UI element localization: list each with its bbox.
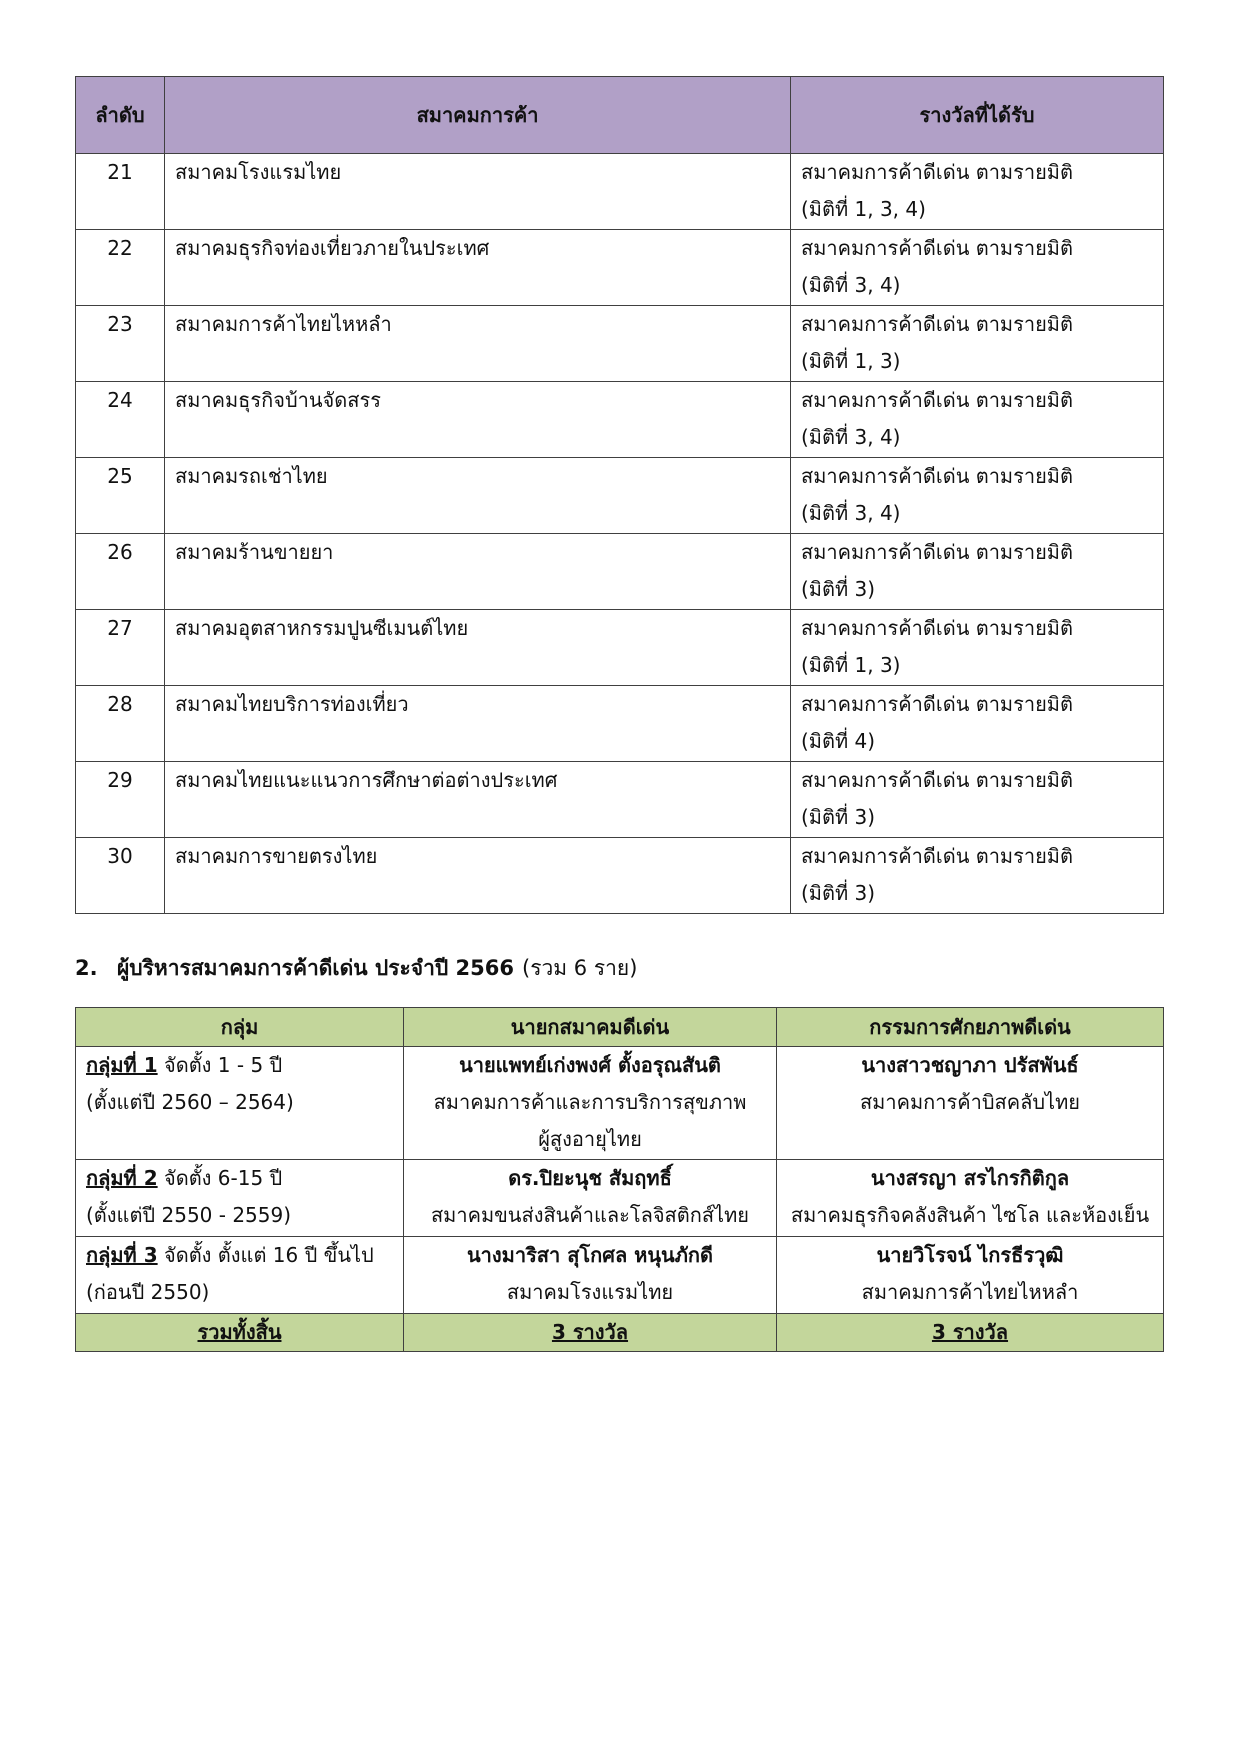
award-dimensions: (มิติที่ 3, 4) [801,425,901,449]
section-number: 2. [75,956,98,980]
award-text: สมาคมการค้าดีเด่น ตามรายมิติ [801,540,1073,564]
group-cell [76,1160,404,1237]
award-cell [791,838,1164,914]
award-cell [791,534,1164,610]
awards-table-header [76,77,1164,154]
executives-table-header [76,1008,1164,1047]
section-count: (รวม 6 ราย) [522,956,638,980]
table-row [76,306,1164,382]
award-dimensions: (มิติที่ 3, 4) [801,273,901,297]
award-text: สมาคมการค้าดีเด่น ตามรายมิติ [801,236,1073,260]
award-text: สมาคมการค้าดีเด่น ตามรายมิติ [801,464,1073,488]
award-cell [791,686,1164,762]
group-description: จัดตั้ง 1 - 5 ปี [157,1053,283,1077]
group-label: กลุ่มที่ 2 [86,1166,158,1190]
table-row [76,154,1164,230]
committee-org: สมาคมการค้าไทยไหหลำ [861,1280,1079,1304]
award-text: สมาคมการค้าดีเด่น ตามรายมิติ [801,616,1073,640]
executives-table [75,1007,1164,1352]
committee-cell [777,1047,1164,1160]
award-dimensions: (มิติที่ 1, 3) [801,349,901,373]
table-row [76,1237,1164,1314]
award-dimensions: (มิติที่ 3, 4) [801,501,901,525]
table-row [76,686,1164,762]
award-dimensions: (มิติที่ 3) [801,577,876,601]
president-cell [404,1237,777,1314]
association-name: สมาคมธุรกิจบ้านจัดสรร [165,382,791,458]
committee-cell [777,1237,1164,1314]
group-years: (ก่อนปี 2550) [86,1280,210,1304]
association-name: สมาคมอุตสาหกรรมปูนซีเมนต์ไทย [165,610,791,686]
president-name: นายแพทย์เก่งพงศ์ ตั้งอรุณสันติ [459,1053,721,1077]
award-cell [791,382,1164,458]
award-cell [791,154,1164,230]
president-org: สมาคมโรงแรมไทย [506,1280,674,1304]
association-name: สมาคมไทยบริการท่องเที่ยว [165,686,791,762]
header-president: นายกสมาคมดีเด่น [404,1008,777,1047]
row-number: 21 [76,154,165,230]
awards-table [75,76,1164,914]
group-label: กลุ่มที่ 1 [86,1053,158,1077]
association-name: สมาคมโรงแรมไทย [165,154,791,230]
award-text: สมาคมการค้าดีเด่น ตามรายมิติ [801,768,1073,792]
table-row [76,382,1164,458]
award-dimensions: (มิติที่ 3) [801,805,876,829]
total-row [76,1314,1164,1352]
row-number: 23 [76,306,165,382]
section-title: ผู้บริหารสมาคมการค้าดีเด่น ประจำปี 2566 [117,956,514,980]
header-association: สมาคมการค้า [165,77,791,154]
president-cell [404,1160,777,1237]
table-row [76,610,1164,686]
president-name: ดร.ปิยะนุช สัมฤทธิ์ [508,1166,672,1190]
section-heading [75,950,637,986]
association-name: สมาคมร้านขายยา [165,534,791,610]
table-row [76,458,1164,534]
committee-name: นางสรญา สรไกรกิติกูล [870,1166,1070,1190]
award-cell [791,762,1164,838]
header-group: กลุ่ม [76,1008,404,1047]
group-cell [76,1047,404,1160]
committee-cell [777,1160,1164,1237]
association-name: สมาคมธุรกิจท่องเที่ยวภายในประเทศ [165,230,791,306]
award-text: สมาคมการค้าดีเด่น ตามรายมิติ [801,844,1073,868]
award-dimensions: (มิติที่ 3) [801,881,876,905]
table-row [76,1160,1164,1237]
award-cell [791,610,1164,686]
award-cell [791,306,1164,382]
association-name: สมาคมการขายตรงไทย [165,838,791,914]
group-cell [76,1237,404,1314]
committee-name: นายวิโรจน์ ไกรธีรวุฒิ [876,1243,1064,1267]
president-org: สมาคมการค้าและการบริการสุขภาพผู้สูงอายุไทย [433,1090,747,1151]
table-row [76,534,1164,610]
row-number: 22 [76,230,165,306]
total-president: 3 รางวัล [404,1314,777,1352]
table-row [76,838,1164,914]
header-award: รางวัลที่ได้รับ [791,77,1164,154]
row-number: 26 [76,534,165,610]
group-description: จัดตั้ง ตั้งแต่ 16 ปี ขึ้นไป [157,1243,374,1267]
table-row [76,762,1164,838]
award-text: สมาคมการค้าดีเด่น ตามรายมิติ [801,692,1073,716]
total-committee: 3 รางวัล [777,1314,1164,1352]
association-name: สมาคมรถเช่าไทย [165,458,791,534]
award-cell [791,230,1164,306]
committee-name: นางสาวชญาภา ปรัสพันธ์ [861,1053,1079,1077]
header-no: ลำดับ [76,77,165,154]
table-row [76,230,1164,306]
committee-org: สมาคมการค้าบิสคลับไทย [859,1090,1081,1114]
header-committee: กรรมการศักยภาพดีเด่น [777,1008,1164,1047]
total-label: รวมทั้งสิ้น [76,1314,404,1352]
row-number: 24 [76,382,165,458]
group-years: (ตั้งแต่ปี 2560 – 2564) [86,1090,294,1114]
president-cell [404,1047,777,1160]
table-row [76,1047,1164,1160]
award-cell [791,458,1164,534]
award-text: สมาคมการค้าดีเด่น ตามรายมิติ [801,312,1073,336]
award-dimensions: (มิติที่ 1, 3, 4) [801,197,926,221]
group-description: จัดตั้ง 6-15 ปี [157,1166,283,1190]
row-number: 25 [76,458,165,534]
row-number: 27 [76,610,165,686]
row-number: 28 [76,686,165,762]
award-dimensions: (มิติที่ 4) [801,729,876,753]
award-text: สมาคมการค้าดีเด่น ตามรายมิติ [801,388,1073,412]
row-number: 29 [76,762,165,838]
president-name: นางมาริสา สุโกศล หนุนภักดี [466,1243,713,1267]
president-org: สมาคมขนส่งสินค้าและโลจิสติกส์ไทย [430,1203,750,1227]
group-years: (ตั้งแต่ปี 2550 - 2559) [86,1203,292,1227]
row-number: 30 [76,838,165,914]
award-dimensions: (มิติที่ 1, 3) [801,653,901,677]
group-label: กลุ่มที่ 3 [86,1243,158,1267]
association-name: สมาคมไทยแนะแนวการศึกษาต่อต่างประเทศ [165,762,791,838]
committee-org: สมาคมธุรกิจคลังสินค้า ไซโล และห้องเย็น [790,1203,1150,1227]
award-text: สมาคมการค้าดีเด่น ตามรายมิติ [801,160,1073,184]
association-name: สมาคมการค้าไทยไหหลำ [165,306,791,382]
